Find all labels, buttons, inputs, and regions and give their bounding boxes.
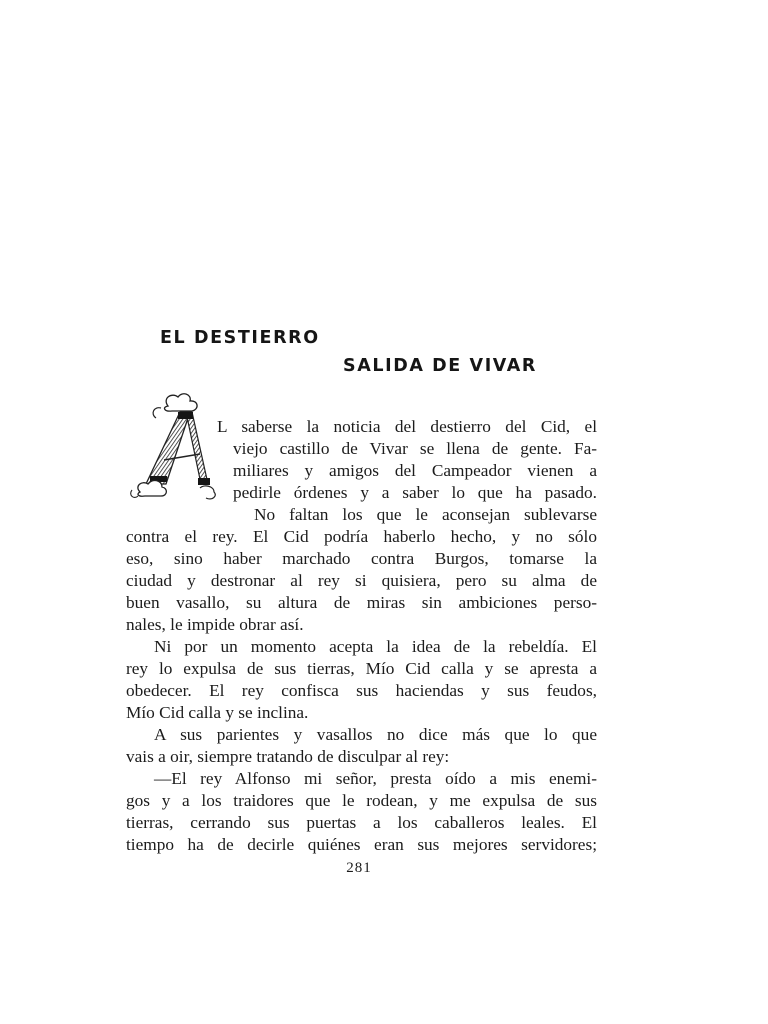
drop-cap-a-icon	[128, 392, 218, 512]
body-line: eso, sino haber marchado contra Burgos, tomarse la	[126, 549, 597, 568]
body-line: buen vasallo, su altura de miras sin ambiciones perso-	[126, 593, 597, 612]
body-line: tiempo ha de decirle quiénes eran sus mejores servidores;	[126, 835, 597, 854]
body-line: viejo castillo de Vivar se llena de gente. Fa-	[233, 439, 597, 458]
chapter-title: EL DESTIERRO	[160, 328, 320, 348]
body-line: Ni por un momento acepta la idea de la rebeldía. El	[154, 637, 597, 656]
body-line: tierras, cerrando sus puertas a los caballeros leales. El	[126, 813, 597, 832]
body-line: —El rey Alfonso mi señor, presta oído a mis enemi-	[154, 769, 597, 788]
body-line: obedecer. El rey confisca sus haciendas y sus feudos,	[126, 681, 597, 700]
body-line: gos y a los traidores que le rodean, y me expulsa de sus	[126, 791, 597, 810]
body-line: nales, le impide obrar así.	[126, 615, 304, 634]
body-line: pedirle órdenes y a saber lo que ha pasado.	[233, 483, 597, 502]
body-line: miliares y amigos del Campeador vienen a	[233, 461, 597, 480]
page-number: 281	[346, 860, 372, 876]
body-line: rey lo expulsa de sus tierras, Mío Cid calla y se apresta a	[126, 659, 597, 678]
body-line: vais a oir, siempre tratando de disculpar al rey:	[126, 747, 450, 766]
body-line: ciudad y destronar al rey si quisiera, pero su alma de	[126, 571, 597, 590]
body-line: L saberse la noticia del destierro del Cid, el	[217, 417, 597, 436]
body-line: contra el rey. El Cid podría haberlo hecho, y no sólo	[126, 527, 597, 546]
body-line: Mío Cid calla y se inclina.	[126, 703, 309, 722]
body-line: No faltan los que le aconsejan sublevarse	[254, 505, 597, 524]
body-line: A sus parientes y vasallos no dice más que lo que	[154, 725, 597, 744]
chapter-subtitle: SALIDA DE VIVAR	[343, 356, 537, 376]
